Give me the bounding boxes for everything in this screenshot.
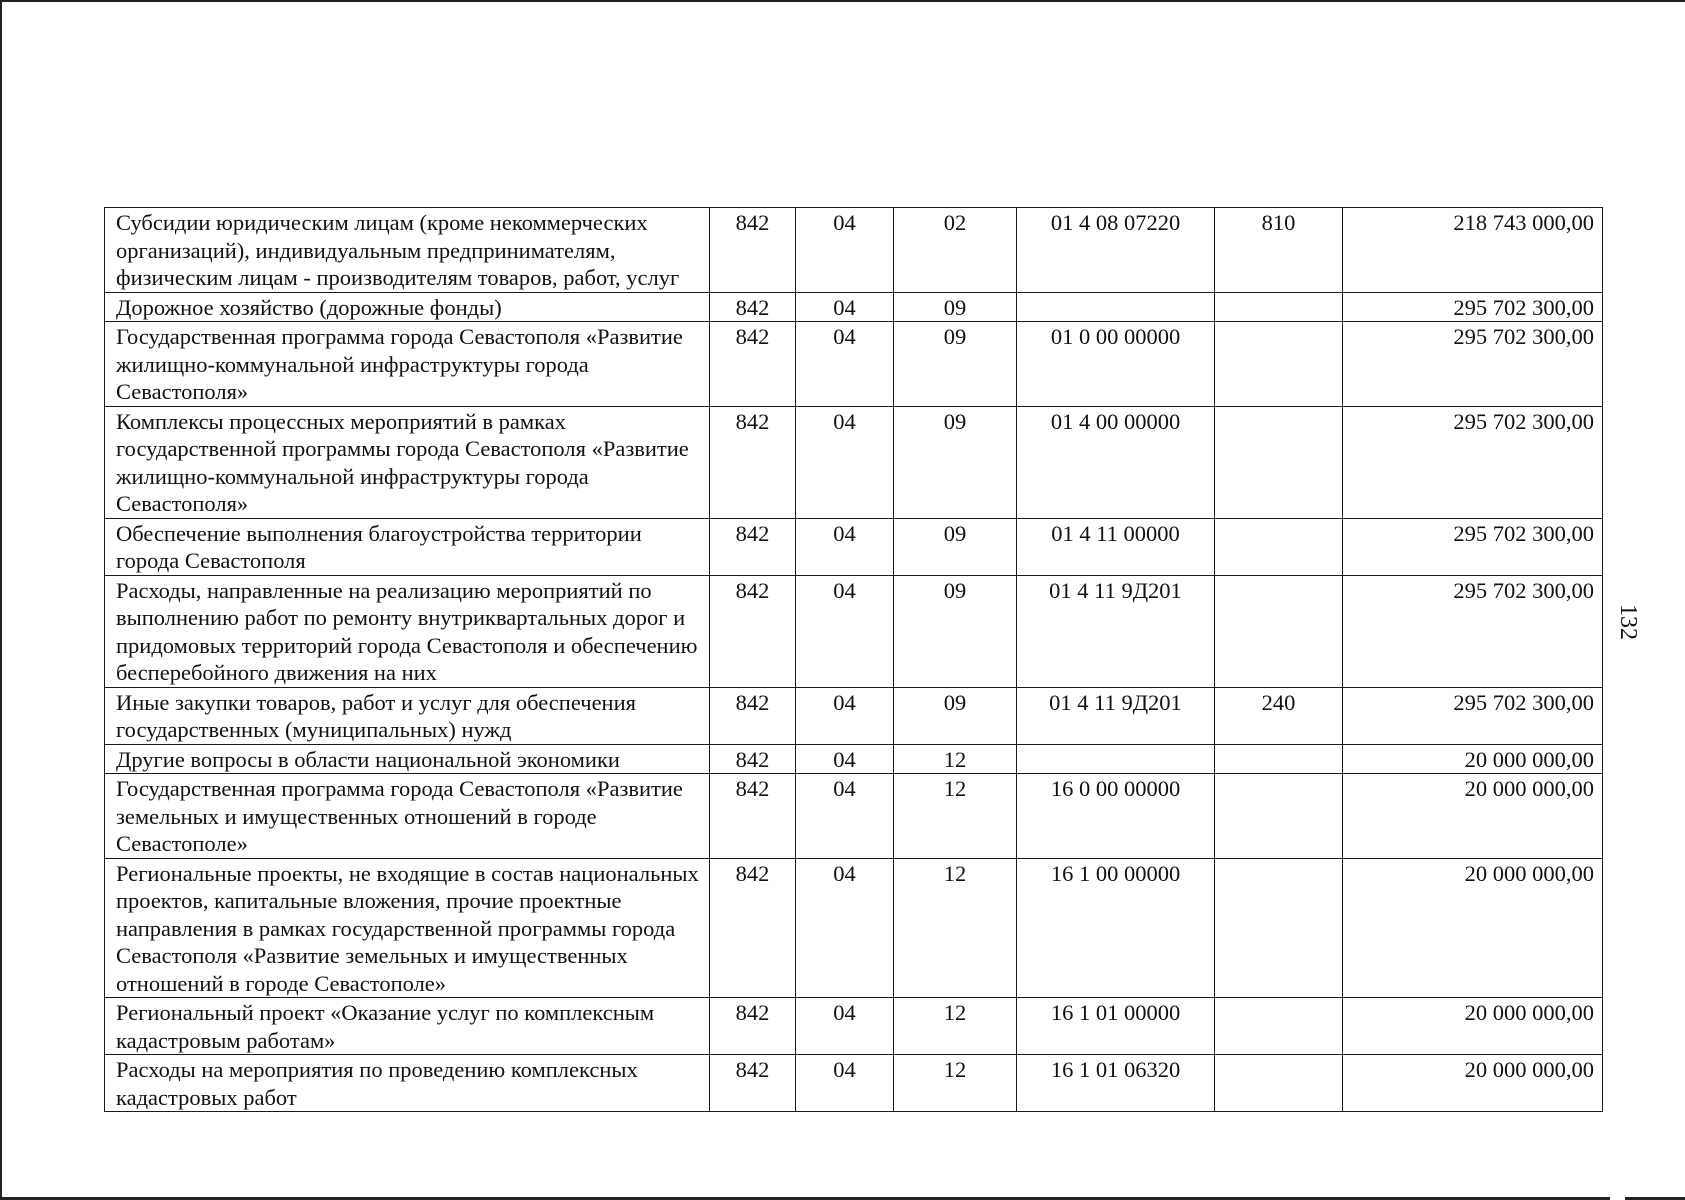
- amount-cell: 295 702 300,00: [1343, 322, 1603, 407]
- section-code-cell: 04: [796, 774, 894, 859]
- amount-cell: 20 000 000,00: [1343, 774, 1603, 859]
- row-name-cell: Иные закупки товаров, работ и услуг для обеспечения государственных (муниципальных) нужд: [105, 687, 710, 744]
- table-row: [105, 998, 1603, 1055]
- table-row: [105, 687, 1603, 744]
- table-row: [105, 774, 1603, 859]
- expense-type-cell: [1215, 575, 1343, 687]
- target-article-cell: 16 1 00 00000: [1017, 858, 1215, 998]
- amount-cell: 218 743 000,00: [1343, 208, 1603, 293]
- section-code-cell: 04: [796, 322, 894, 407]
- grbs-code-cell: 842: [710, 575, 796, 687]
- table-row: [105, 744, 1603, 774]
- page-border-top: [0, 0, 1685, 2]
- target-article-cell: 16 1 01 06320: [1017, 1055, 1215, 1112]
- section-code-cell: 04: [796, 998, 894, 1055]
- row-name-cell: Государственная программа города Севастополя «Развитие жилищно-коммунальной инфраструктуры города Севастополя»: [105, 322, 710, 407]
- grbs-code-cell: 842: [710, 1055, 796, 1112]
- grbs-code-cell: 842: [710, 208, 796, 293]
- target-article-cell: 16 1 01 00000: [1017, 998, 1215, 1055]
- table-row: [105, 575, 1603, 687]
- expense-type-cell: [1215, 1055, 1343, 1112]
- amount-cell: 295 702 300,00: [1343, 518, 1603, 575]
- expense-type-cell: [1215, 998, 1343, 1055]
- grbs-code-cell: 842: [710, 322, 796, 407]
- target-article-cell: 16 0 00 00000: [1017, 774, 1215, 859]
- grbs-code-cell: 842: [710, 687, 796, 744]
- target-article-cell: 01 4 08 07220: [1017, 208, 1215, 293]
- amount-cell: 20 000 000,00: [1343, 858, 1603, 998]
- expense-type-cell: [1215, 774, 1343, 859]
- grbs-code-cell: 842: [710, 998, 796, 1055]
- expense-type-cell: [1215, 322, 1343, 407]
- budget-table-body: [105, 208, 1603, 1112]
- table-row: [105, 518, 1603, 575]
- section-code-cell: 04: [796, 858, 894, 998]
- section-code-cell: 04: [796, 208, 894, 293]
- target-article-cell: 01 4 11 9Д201: [1017, 687, 1215, 744]
- section-code-cell: 04: [796, 292, 894, 322]
- subsection-code-cell: 09: [894, 518, 1017, 575]
- table-row: [105, 406, 1603, 518]
- row-name-cell: Расходы, направленные на реализацию мероприятий по выполнению работ по ремонту внутриквартальных дорог и придомовых территорий города Севастополя и обеспечению бесперебойного движения на них: [105, 575, 710, 687]
- amount-cell: 295 702 300,00: [1343, 687, 1603, 744]
- table-row: [105, 208, 1603, 293]
- section-code-cell: 04: [796, 575, 894, 687]
- amount-cell: 295 702 300,00: [1343, 292, 1603, 322]
- section-code-cell: 04: [796, 406, 894, 518]
- page-number: 132: [1615, 604, 1641, 640]
- expense-type-cell: 810: [1215, 208, 1343, 293]
- table-row: [105, 858, 1603, 998]
- target-article-cell: 01 4 00 00000: [1017, 406, 1215, 518]
- row-name-cell: Государственная программа города Севастополя «Развитие земельных и имущественных отношений в городе Севастополе»: [105, 774, 710, 859]
- grbs-code-cell: 842: [710, 518, 796, 575]
- subsection-code-cell: 12: [894, 858, 1017, 998]
- section-code-cell: 04: [796, 744, 894, 774]
- expense-type-cell: [1215, 744, 1343, 774]
- row-name-cell: Региональный проект «Оказание услуг по комплексным кадастровым работам»: [105, 998, 710, 1055]
- grbs-code-cell: 842: [710, 858, 796, 998]
- table-row: [105, 292, 1603, 322]
- amount-cell: 20 000 000,00: [1343, 744, 1603, 774]
- row-name-cell: Расходы на мероприятия по проведению комплексных кадастровых работ: [105, 1055, 710, 1112]
- target-article-cell: 01 4 11 00000: [1017, 518, 1215, 575]
- page-border-left: [0, 0, 2, 1200]
- row-name-cell: Другие вопросы в области национальной экономики: [105, 744, 710, 774]
- target-article-cell: 01 0 00 00000: [1017, 322, 1215, 407]
- expense-type-cell: [1215, 858, 1343, 998]
- row-name-cell: Обеспечение выполнения благоустройства территории города Севастополя: [105, 518, 710, 575]
- grbs-code-cell: 842: [710, 744, 796, 774]
- row-name-cell: Комплексы процессных мероприятий в рамках государственной программы города Севастополя «Развитие жилищно-коммунальной инфраструктуры города Севастополя»: [105, 406, 710, 518]
- grbs-code-cell: 842: [710, 406, 796, 518]
- subsection-code-cell: 02: [894, 208, 1017, 293]
- amount-cell: 20 000 000,00: [1343, 1055, 1603, 1112]
- row-name-cell: Региональные проекты, не входящие в состав национальных проектов, капитальные вложения, прочие проектные направления в рамках государственной программы города Севастополя «Развитие земельных и имущественных отношений в городе Севастополе»: [105, 858, 710, 998]
- amount-cell: 20 000 000,00: [1343, 998, 1603, 1055]
- budget-table: [104, 207, 1603, 1112]
- row-name-cell: Дорожное хозяйство (дорожные фонды): [105, 292, 710, 322]
- amount-cell: 295 702 300,00: [1343, 575, 1603, 687]
- row-name-cell: Субсидии юридическим лицам (кроме некоммерческих организаций), индивидуальным предпринимателям, физическим лицам - производителям товаров, работ, услуг: [105, 208, 710, 293]
- section-code-cell: 04: [796, 687, 894, 744]
- target-article-cell: [1017, 292, 1215, 322]
- subsection-code-cell: 12: [894, 998, 1017, 1055]
- target-article-cell: 01 4 11 9Д201: [1017, 575, 1215, 687]
- expense-type-cell: [1215, 406, 1343, 518]
- section-code-cell: 04: [796, 1055, 894, 1112]
- expense-type-cell: [1215, 292, 1343, 322]
- subsection-code-cell: 09: [894, 322, 1017, 407]
- subsection-code-cell: 09: [894, 575, 1017, 687]
- table-row: [105, 1055, 1603, 1112]
- target-article-cell: [1017, 744, 1215, 774]
- subsection-code-cell: 12: [894, 744, 1017, 774]
- subsection-code-cell: 12: [894, 774, 1017, 859]
- table-row: [105, 322, 1603, 407]
- expense-type-cell: [1215, 518, 1343, 575]
- grbs-code-cell: 842: [710, 774, 796, 859]
- amount-cell: 295 702 300,00: [1343, 406, 1603, 518]
- expense-type-cell: 240: [1215, 687, 1343, 744]
- subsection-code-cell: 09: [894, 292, 1017, 322]
- subsection-code-cell: 12: [894, 1055, 1017, 1112]
- section-code-cell: 04: [796, 518, 894, 575]
- subsection-code-cell: 09: [894, 406, 1017, 518]
- grbs-code-cell: 842: [710, 292, 796, 322]
- subsection-code-cell: 09: [894, 687, 1017, 744]
